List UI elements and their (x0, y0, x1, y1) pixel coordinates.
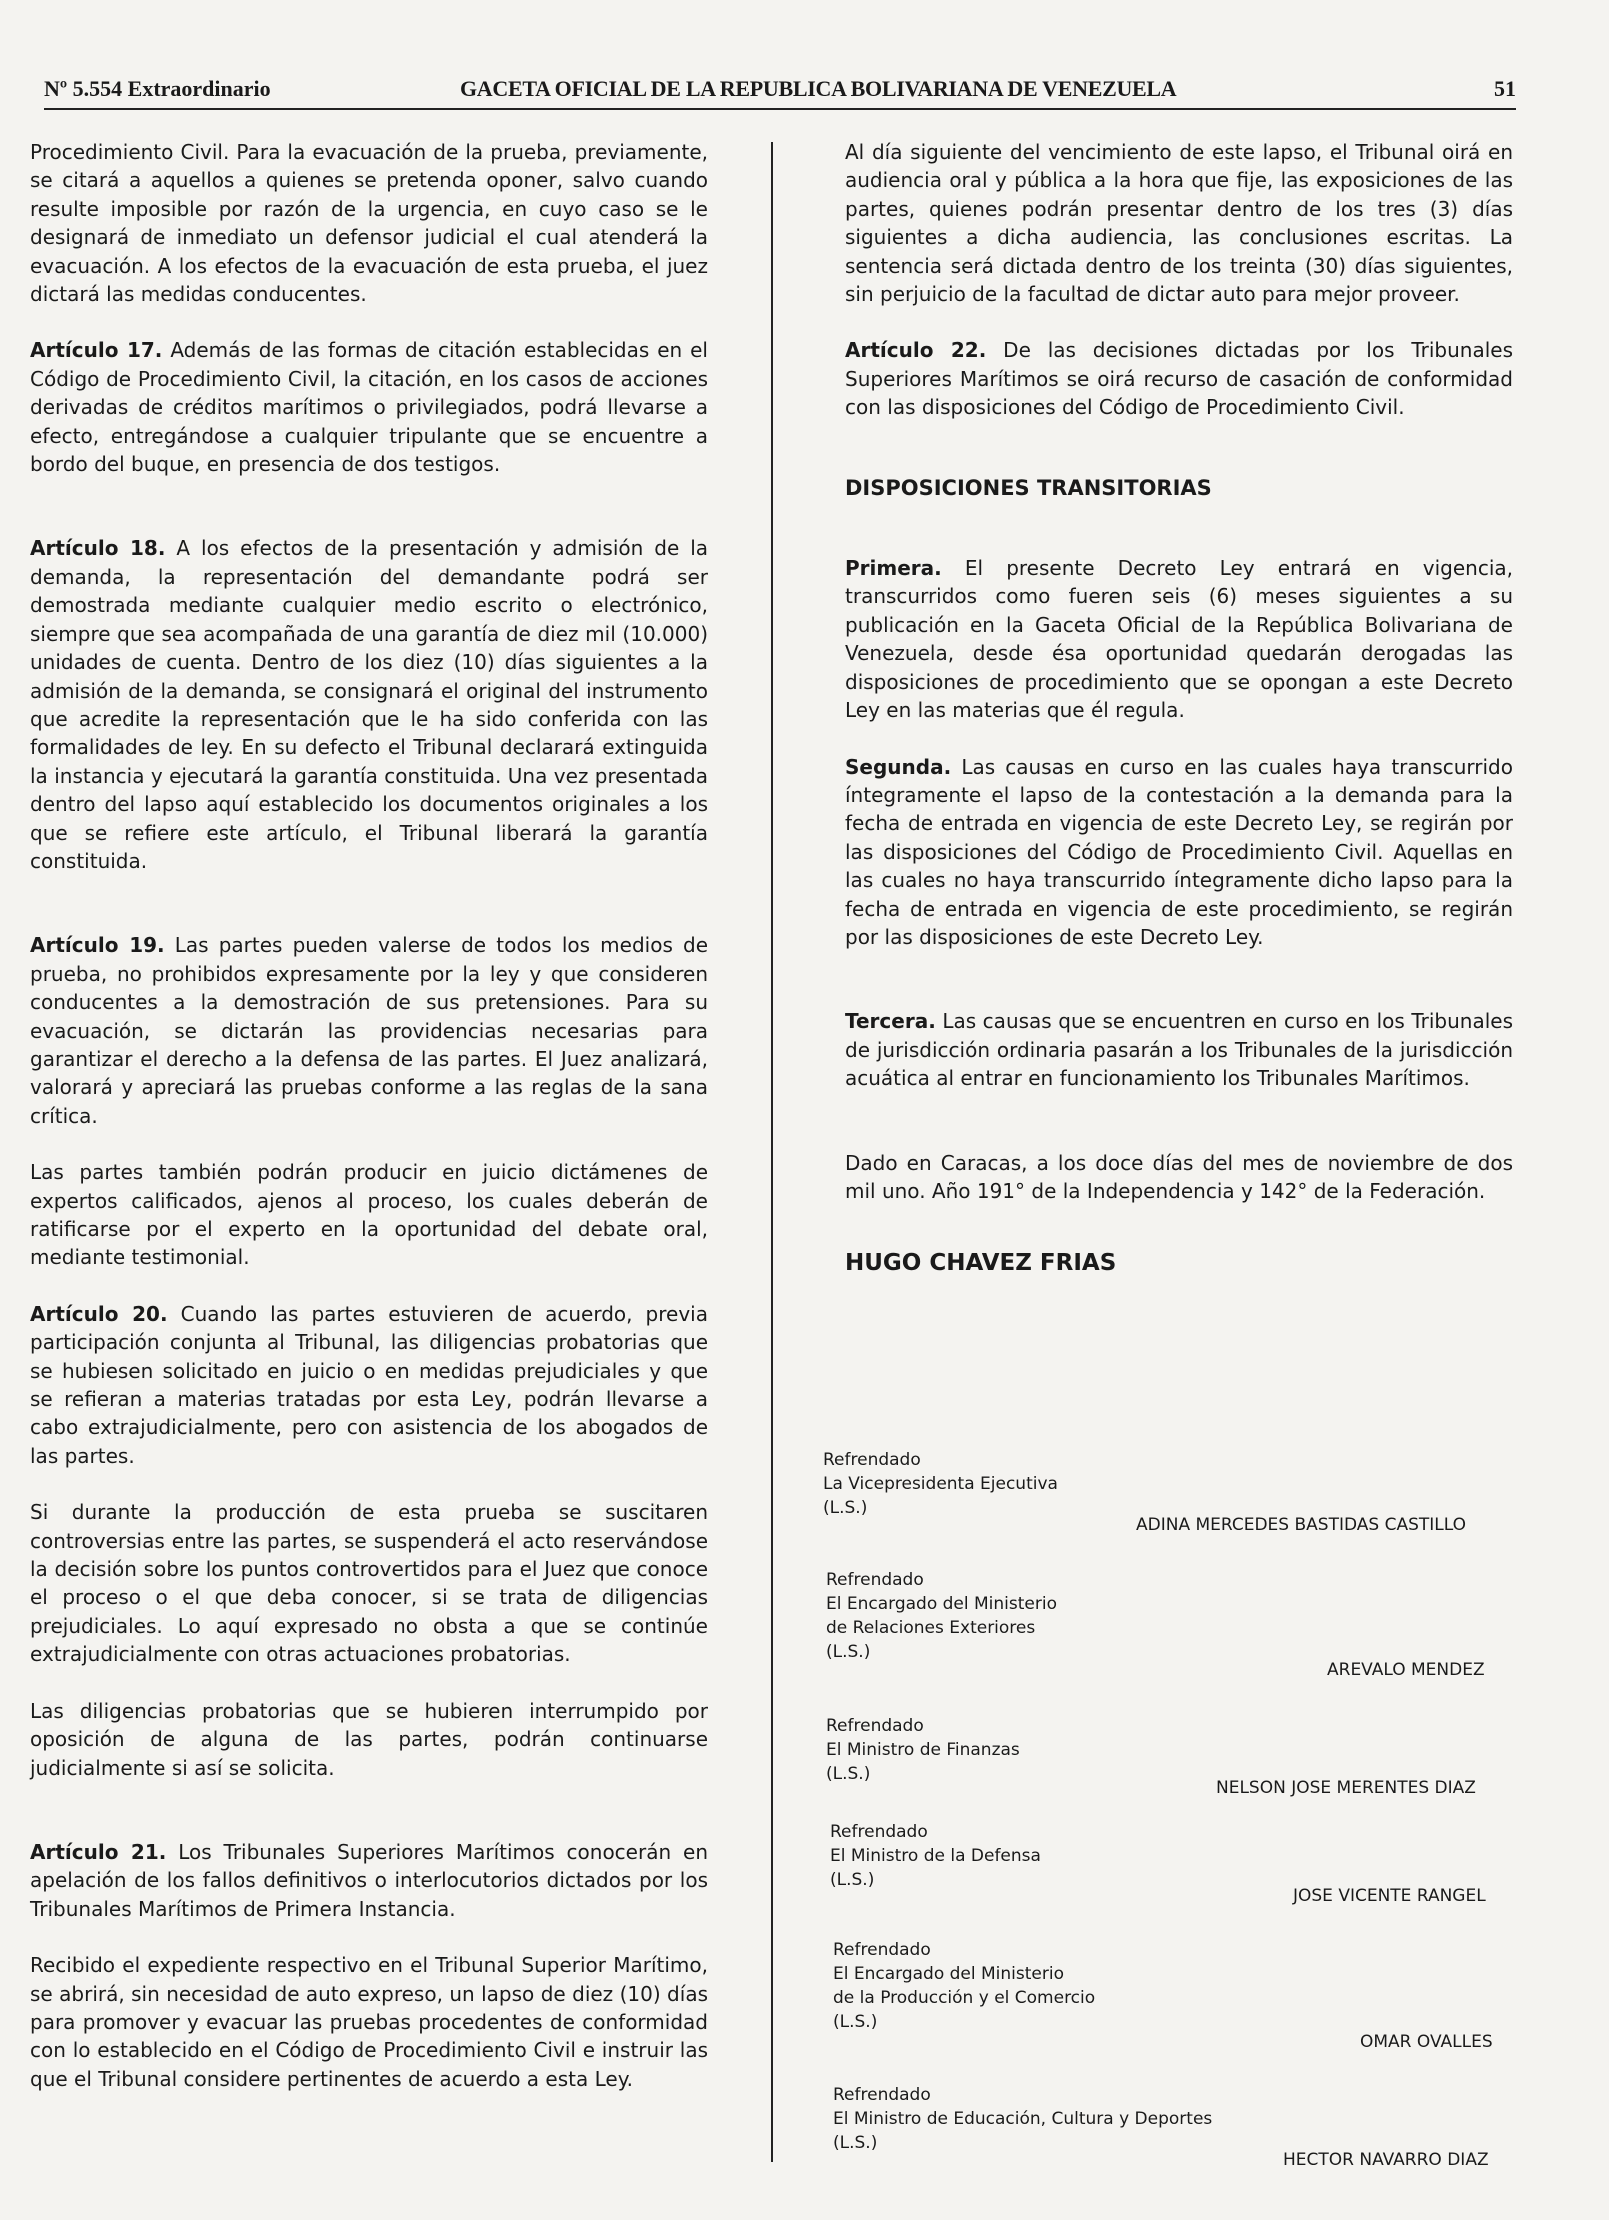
article-19-title: Artículo 19. (30, 933, 165, 958)
endorsement-block (833, 1938, 1095, 2034)
article-21-paragraph-2: Recibido el expediente respectivo en el Tribunal Superior Marítimo, se abrirá, sin necesidad de auto expreso, un lapso de diez (10) días para promover y evacuar las pruebas procedentes de conformidad con lo establecido en el Código de Procedimiento Civil e instruir las que el Tribunal considere pertinentes de acuerdo a esta Ley. (30, 1953, 708, 2091)
article-21 (30, 1838, 708, 1923)
endorsement-role-cont: de la Producción y el Comercio (833, 1988, 1096, 2008)
endorsement-seal: (L.S.) (826, 1764, 871, 1784)
article-22-text: De las decisiones dictadas por los Tribunales Superiores Marítimos se oirá recurso de casación de conformidad con las disposiciones del Código de Procedimiento Civil. (845, 338, 1513, 420)
tercera-text: Las causas que se encuentren en curso en los Tribunales de jurisdicción ordinaria pasarán a los Tribunales de la jurisdicción acuática al entrar en funcionamiento los Tribunales Marítimos. (845, 1009, 1513, 1091)
endorsement-name: NELSON JOSE MERENTES DIAZ (1216, 1778, 1476, 1798)
left-column (30, 138, 708, 2093)
endorsement-name: JOSE VICENTE RANGEL (1293, 1886, 1486, 1906)
endorsement-role: El Ministro de Educación, Cultura y Deportes (833, 2109, 1213, 2129)
article-18 (30, 534, 708, 875)
paragraph-prueba: Procedimiento Civil. Para la evacuación de la prueba, previamente, se citará a aquellos a quienes se pretenda oponer, salvo cuando resulte imposible por razón de la urgencia, en cuyo caso se le designará de inmediato un defensor judicial el cual atenderá la evacuación. A los efectos de la evacuación de esta prueba, el juez dictará las medidas conducentes. (30, 140, 708, 307)
endorsement-name: ADINA MERCEDES BASTIDAS CASTILLO (1136, 1515, 1466, 1535)
primera-title: Primera. (845, 556, 942, 581)
article-20-title: Artículo 20. (30, 1301, 168, 1326)
endorsement-label: Refrendado (826, 1716, 924, 1736)
article-19 (30, 931, 708, 1130)
edition-number: Nº 5.554 Extraordinario (44, 76, 271, 101)
endorsement-label: Refrendado (833, 1940, 931, 1960)
endorsement-role-cont: de Relaciones Exteriores (826, 1618, 1036, 1638)
article-22 (845, 336, 1513, 421)
article-20-text: Cuando las partes estuvieren de acuerdo, previa participación conjunta al Tribunal, las diligencias probatorias que se hubiesen solicitado en juicio o en medidas prejudiciales y que se refieran a materias tratadas por esta Ley, podrán llevarse a cabo extrajudicialmente, pero con asistencia de los abogados de las partes. (30, 1301, 708, 1468)
segunda-title: Segunda. (845, 754, 952, 779)
endorsement-role: El Encargado del Ministerio (826, 1594, 1058, 1614)
article-19-paragraph-2: Las partes también podrán producir en juicio dictámenes de expertos calificados, ajenos al proceso, los cuales deberán de ratificarse por el experto en la oportunidad del debate oral, mediante testimonial. (30, 1160, 708, 1270)
endorsement-seal: (L.S.) (830, 1870, 875, 1890)
endorsement-label: Refrendado (833, 2085, 931, 2105)
endorsement-seal: (L.S.) (823, 1498, 868, 1518)
endorsement-block (826, 1568, 1057, 1664)
endorsement-name: OMAR OVALLES (1360, 2032, 1493, 2052)
endorsement-block (826, 1714, 1020, 1786)
article-18-title: Artículo 18. (30, 536, 166, 561)
article-17-title: Artículo 17. (30, 338, 163, 363)
article-22-title: Artículo 22. (845, 338, 987, 363)
article-20-paragraph-2: Si durante la producción de esta prueba se suscitaren controversias entre las partes, se suspenderá el acto reservándose la decisión sobre los puntos controvertidos para el Juez que conoce el proceso o el que deba conocer, si se trata de diligencias prejudiciales. Lo aquí expresado no obsta a que se continúe extrajudicialmente con otras actuaciones probatorias. (30, 1500, 708, 1667)
president-signature: HUGO CHAVEZ FRIAS (845, 1250, 1117, 1277)
endorsement-role: El Ministro de Finanzas (826, 1740, 1020, 1760)
article-21-title: Artículo 21. (30, 1839, 167, 1864)
gazette-title: GACETA OFICIAL DE LA REPUBLICA BOLIVARIANA DE VENEZUELA (460, 76, 1177, 101)
endorsement-label: Refrendado (826, 1570, 924, 1590)
endorsement-block (830, 1820, 1041, 1892)
column-divider (771, 142, 773, 2162)
endorsement-role: La Vicepresidenta Ejecutiva (823, 1474, 1058, 1494)
gazette-header (44, 74, 1516, 110)
endorsement-seal: (L.S.) (833, 2133, 878, 2153)
article-20-paragraph-3: Las diligencias probatorias que se hubieren interrumpido por oposición de alguna de las partes, podrán continuarse judicialmente si así se solicita. (30, 1698, 708, 1780)
article-17 (30, 336, 708, 478)
transitory-tercera (845, 1007, 1513, 1092)
endorsement-block (833, 2083, 1212, 2155)
endorsement-label: Refrendado (830, 1822, 928, 1842)
endorsement-label: Refrendado (823, 1450, 921, 1470)
dado-en-caracas: Dado en Caracas, a los doce días del mes de noviembre de dos mil uno. Año 191° de la Independencia y 142° de la Federación. (845, 1150, 1513, 1203)
article-17-text: Además de las formas de citación establecidas en el Código de Procedimiento Civil, la citación, en los casos de acciones derivadas de créditos marítimos o privilegiados, podrá llevarse a efecto, entregándose a cualquier tripulante que se encuentre a bordo del buque, en presencia de dos testigos. (30, 338, 708, 477)
endorsement-role: El Encargado del Ministerio (833, 1964, 1065, 1984)
article-20 (30, 1300, 708, 1470)
transitory-segunda (845, 753, 1513, 952)
endorsement-seal: (L.S.) (833, 2012, 878, 2032)
endorsement-block (823, 1448, 1058, 1520)
endorsement-name: HECTOR NAVARRO DIAZ (1283, 2150, 1489, 2170)
primera-text: El presente Decreto Ley entrará en vigencia, transcurridos como fueren seis (6) meses siguientes a su publicación en la Gaceta Oficial de la República Bolivariana de Venezuela, desde ésa oportunidad quedarán derogadas las disposiciones de procedimiento que se opongan a este Decreto Ley en las materias que él regula. (845, 556, 1513, 723)
page-number: 51 (1494, 76, 1516, 101)
endorsement-role: El Ministro de la Defensa (830, 1846, 1041, 1866)
transitory-primera (845, 554, 1513, 724)
segunda-text: Las causas en curso en las cuales haya transcurrido íntegramente el lapso de la contestación a la demanda para la fecha de entrada en vigencia de este Decreto Ley, se regirán por las disposiciones del Código de Procedimiento Civil. Aquellas en las cuales no haya transcurrido íntegramente dicho lapso para la fecha de entrada en vigencia de este procedimiento, se regirán por las disposiciones de este Decreto Ley. (845, 754, 1513, 949)
paragraph-audiencia: Al día siguiente del vencimiento de este lapso, el Tribunal oirá en audiencia oral y pública a la hora que fije, las exposiciones de las partes, quienes podrán presentar dentro de los tres (3) días siguientes a dicha audiencia, las conclusiones escritas. La sentencia será dictada dentro de los treinta (30) días siguientes, sin perjuicio de la facultad de dictar auto para mejor proveer. (845, 140, 1513, 307)
tercera-title: Tercera. (845, 1009, 936, 1034)
article-21-text: Los Tribunales Superiores Marítimos conocerán en apelación de los fallos definitivos o interlocutorios dictados por los Tribunales Marítimos de Primera Instancia. (30, 1839, 708, 1921)
endorsement-name: AREVALO MENDEZ (1327, 1660, 1485, 1680)
section-heading: DISPOSICIONES TRANSITORIAS (845, 475, 1212, 500)
endorsement-seal: (L.S.) (826, 1642, 871, 1662)
right-column (845, 138, 1513, 1278)
article-18-text: A los efectos de la presentación y admisión de la demanda, la representación del demandante podrá ser demostrada mediante cualquier medio escrito o electrónico, siempre que sea acompañada de una garantía de diez mil (10.000) unidades de cuenta. Dentro de los diez (10) días siguientes a la admisión de la demanda, se consignará el original del instrumento que acredite la representación que le ha sido conferida con las formalidades de ley. En su defecto el Tribunal declarará extinguida la instancia y ejecutará la garantía constituida. Una vez presentada dentro del lapso aquí establecido los documentos originales a los que se refiere este artículo, el Tribunal liberará la garantía constituida. (30, 536, 709, 873)
article-19-text: Las partes pueden valerse de todos los medios de prueba, no prohibidos expresamente por la ley y que consideren conducentes a la demostración de sus pretensiones. Para su evacuación, se dictarán las providencias necesarias para garantizar el derecho a la defensa de las partes. El Juez analizará, valorará y apreciará las pruebas conforme a las reglas de la sana crítica. (30, 933, 708, 1128)
